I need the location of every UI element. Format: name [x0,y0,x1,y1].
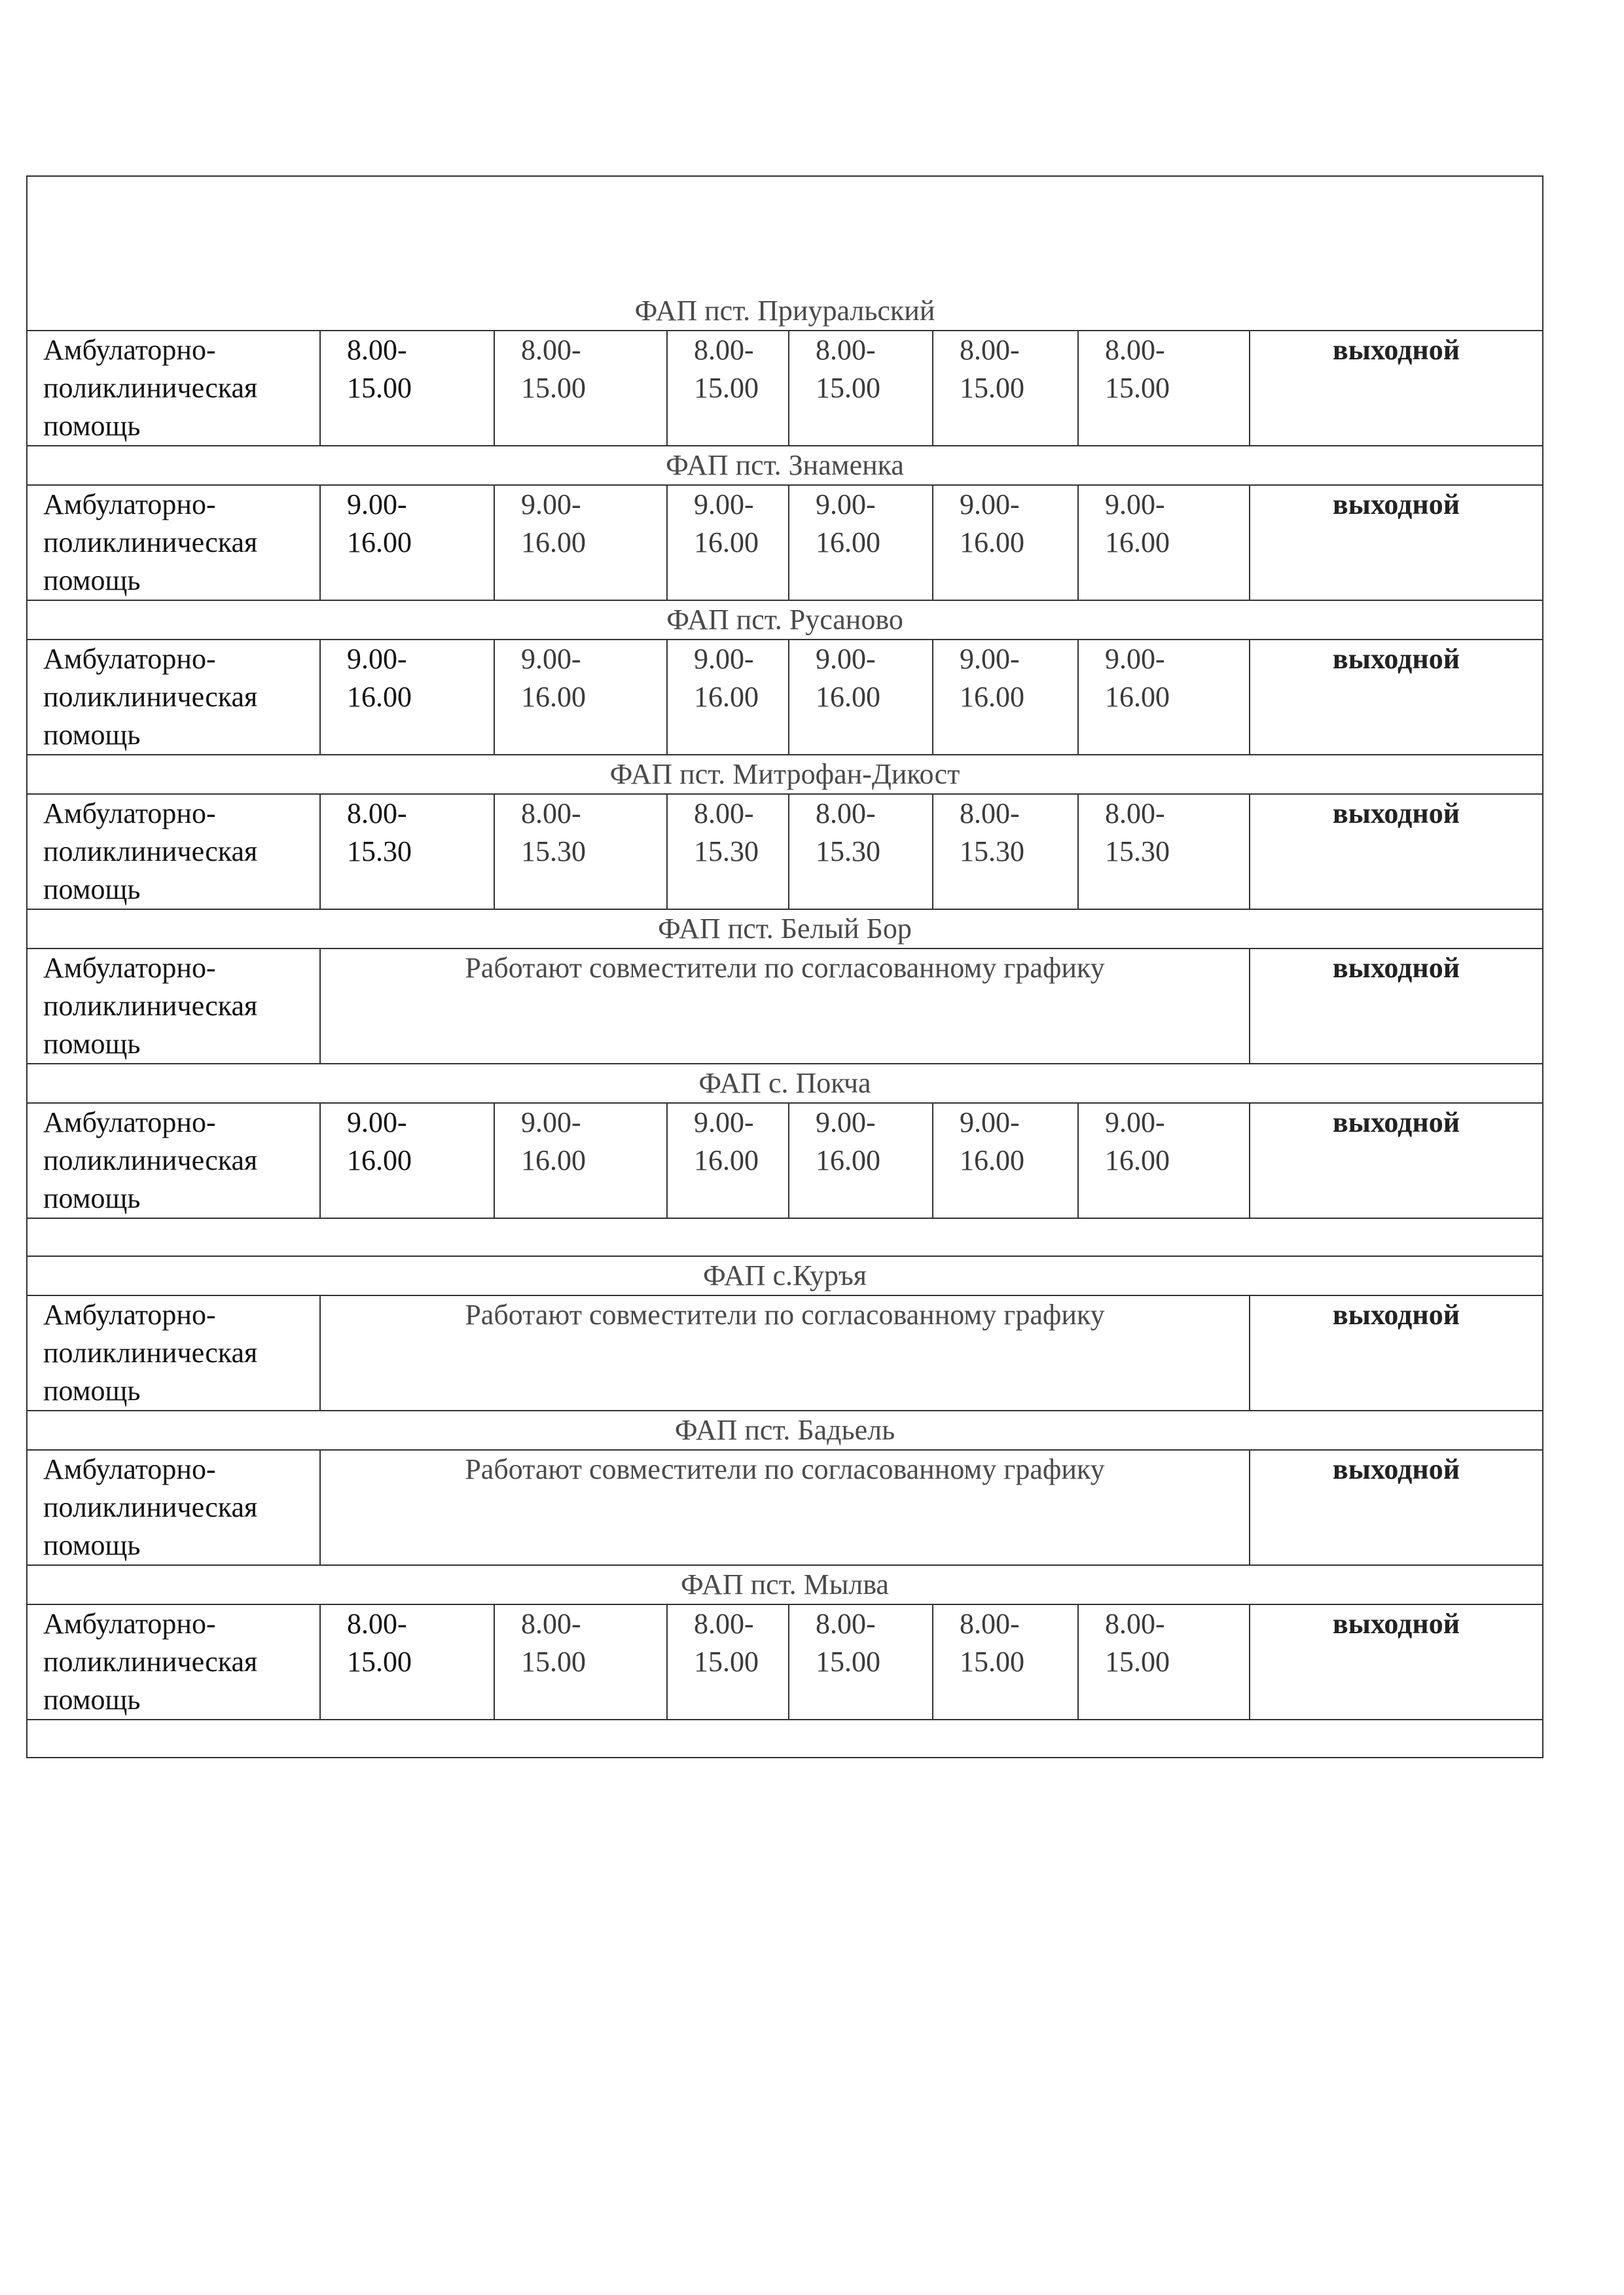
text-line: 9.00- [521,643,581,675]
text-line: 16.00 [1105,1144,1170,1176]
text-line: 16.00 [1105,681,1170,713]
text-line: 8.00- [960,797,1020,829]
facility-heading-row [27,292,1543,331]
schedule-table [26,175,1543,1758]
text-line: 8.00- [521,334,581,366]
text-line: помощь [43,1529,141,1561]
text-line: 9.00- [816,1106,876,1138]
work-hours-cell [1078,640,1250,755]
text-line: 15.00 [816,372,880,404]
work-hours-cell [933,640,1078,755]
text-line: 8.00- [816,334,876,366]
service-name-cell [27,640,320,755]
work-hours-cell [1078,794,1250,909]
text-line: 15.30 [347,835,412,867]
work-hours-cell [667,1604,789,1720]
text-line: помощь [43,873,141,905]
text-line: Амбулаторно- [43,952,216,984]
work-hours-cell [320,331,494,446]
facility-name: ФАП пст. Приуральский [27,292,1543,331]
work-hours-cell [494,1103,667,1218]
work-hours-cell [789,640,933,755]
work-hours-cell [933,485,1078,600]
text-line: 8.00- [347,797,407,829]
text-line: 16.00 [347,1144,412,1176]
service-row [27,1604,1543,1720]
text-line: 9.00- [1105,1106,1165,1138]
text-line: 9.00- [347,1106,407,1138]
text-line: 9.00- [960,1106,1020,1138]
work-hours-cell [1078,331,1250,446]
text-line: поликлиническая [43,1646,258,1678]
text-line: помощь [43,410,141,442]
service-name-cell [27,1450,320,1565]
text-line: 9.00- [521,488,581,520]
work-hours-cell [494,485,667,600]
work-hours-cell [1078,485,1250,600]
top-spacer-cell [27,176,1543,292]
work-hours-cell [667,331,789,446]
shared-schedule-cell: Работают совместители по согласованному графику [320,949,1250,1064]
work-hours-cell [933,794,1078,909]
text-line: помощь [43,1028,141,1060]
text-line: 16.00 [960,1144,1024,1176]
text-line: 8.00- [816,1608,876,1640]
work-hours-cell [789,1604,933,1720]
text-line: Амбулаторно- [43,488,216,520]
facility-name: ФАП с.Куръя [27,1256,1543,1295]
text-line: 16.00 [521,681,586,713]
work-hours-cell [789,331,933,446]
day-off-cell: выходной [1250,640,1543,755]
text-line: Амбулаторно- [43,1608,216,1640]
day-off-cell: выходной [1250,949,1543,1064]
facility-heading-row [27,1256,1543,1295]
service-row [27,794,1543,909]
facility-name: ФАП пст. Мылва [27,1565,1543,1604]
text-line: 15.00 [1105,1646,1170,1678]
work-hours-cell [667,1103,789,1218]
text-line: помощь [43,564,141,596]
text-line: Амбулаторно- [43,643,216,675]
service-name-cell [27,1103,320,1218]
text-line: помощь [43,1182,141,1214]
work-hours-cell [1078,1103,1250,1218]
blank-cell [27,1218,1543,1256]
text-line: Амбулаторно- [43,797,216,829]
text-line: Амбулаторно- [43,1299,216,1331]
text-line: 15.00 [694,1646,759,1678]
facility-name: ФАП пст. Знаменка [27,446,1543,485]
text-line: 9.00- [694,1106,754,1138]
top-spacer-row [27,176,1543,292]
shared-schedule-cell: Работают совместители по согласованному графику [320,1295,1250,1411]
text-line: 15.00 [1105,372,1170,404]
facility-name: ФАП пст. Русаново [27,600,1543,640]
text-line: 15.00 [960,1646,1024,1678]
service-name-cell [27,949,320,1064]
text-line: помощь [43,719,141,751]
text-line: 8.00- [521,1608,581,1640]
text-line: 8.00- [694,797,754,829]
text-line: 8.00- [1105,334,1165,366]
work-hours-cell [789,485,933,600]
day-off-cell: выходной [1250,1103,1543,1218]
text-line: 15.00 [521,1646,586,1678]
blank-cell [27,1720,1543,1758]
text-line: поликлиническая [43,1491,258,1523]
facility-heading-row [27,1411,1543,1450]
work-hours-cell [667,485,789,600]
text-line: 16.00 [816,526,880,558]
text-line: поликлиническая [43,681,258,713]
work-hours-cell [494,640,667,755]
text-line: 15.00 [816,1646,880,1678]
text-line: 15.00 [347,1646,412,1678]
text-line: помощь [43,1375,141,1407]
text-line: 9.00- [960,643,1020,675]
text-line: 16.00 [960,681,1024,713]
work-hours-cell [1078,1604,1250,1720]
blank-row [27,1720,1543,1758]
day-off-cell: выходной [1250,1295,1543,1411]
text-line: 15.30 [521,835,586,867]
text-line: помощь [43,1684,141,1716]
text-line: Амбулаторно- [43,334,216,366]
text-line: 16.00 [521,1144,586,1176]
service-row [27,331,1543,446]
work-hours-cell [320,1103,494,1218]
text-line: 9.00- [347,643,407,675]
text-line: 8.00- [816,797,876,829]
text-line: 9.00- [347,488,407,520]
facility-heading-row [27,1064,1543,1103]
service-name-cell [27,1604,320,1720]
work-hours-cell [933,331,1078,446]
text-line: 9.00- [521,1106,581,1138]
text-line: 8.00- [521,797,581,829]
work-hours-cell [933,1604,1078,1720]
service-row [27,949,1543,1064]
facility-name: ФАП пст. Бадьель [27,1411,1543,1450]
text-line: 16.00 [816,1144,880,1176]
text-line: 15.00 [521,372,586,404]
work-hours-cell [667,794,789,909]
text-line: 16.00 [816,681,880,713]
day-off-cell: выходной [1250,331,1543,446]
text-line: 16.00 [694,681,759,713]
service-row [27,485,1543,600]
facility-heading-row [27,909,1543,949]
day-off-cell: выходной [1250,1450,1543,1565]
text-line: поликлиническая [43,1337,258,1369]
text-line: 16.00 [521,526,586,558]
text-line: 9.00- [1105,643,1165,675]
text-line: 8.00- [1105,797,1165,829]
text-line: 15.30 [1105,835,1170,867]
text-line: 15.30 [960,835,1024,867]
text-line: 15.00 [960,372,1024,404]
service-name-cell [27,331,320,446]
text-line: 8.00- [960,1608,1020,1640]
text-line: 16.00 [694,1144,759,1176]
work-hours-cell [933,1103,1078,1218]
work-hours-cell [494,1604,667,1720]
text-line: 9.00- [960,488,1020,520]
text-line: 8.00- [694,334,754,366]
text-line: 15.30 [694,835,759,867]
text-line: 16.00 [347,681,412,713]
facility-name: ФАП пст. Митрофан-Дикост [27,755,1543,794]
text-line: 8.00- [347,334,407,366]
service-row [27,1295,1543,1411]
text-line: 15.30 [816,835,880,867]
text-line: поликлиническая [43,990,258,1022]
service-name-cell [27,485,320,600]
facility-name: ФАП пст. Белый Бор [27,909,1543,949]
facility-name: ФАП с. Покча [27,1064,1543,1103]
text-line: поликлиническая [43,372,258,404]
text-line: 9.00- [816,488,876,520]
day-off-cell: выходной [1250,794,1543,909]
text-line: 15.00 [694,372,759,404]
text-line: 9.00- [816,643,876,675]
work-hours-cell [667,640,789,755]
work-hours-cell [320,794,494,909]
work-hours-cell [789,794,933,909]
work-hours-cell [320,1604,494,1720]
work-hours-cell [789,1103,933,1218]
blank-row [27,1218,1543,1256]
text-line: 15.00 [347,372,412,404]
work-hours-cell [494,331,667,446]
service-row [27,1450,1543,1565]
facility-heading-row [27,1565,1543,1604]
work-hours-cell [320,640,494,755]
text-line: 9.00- [1105,488,1165,520]
service-row [27,1103,1543,1218]
text-line: 8.00- [694,1608,754,1640]
day-off-cell: выходной [1250,1604,1543,1720]
text-line: 8.00- [347,1608,407,1640]
text-line: 16.00 [694,526,759,558]
facility-heading-row [27,600,1543,640]
text-line: 9.00- [694,643,754,675]
service-name-cell [27,1295,320,1411]
text-line: 8.00- [960,334,1020,366]
work-hours-cell [494,794,667,909]
text-line: поликлиническая [43,1144,258,1176]
text-line: поликлиническая [43,835,258,867]
text-line: 9.00- [694,488,754,520]
facility-heading-row [27,446,1543,485]
shared-schedule-cell: Работают совместители по согласованному графику [320,1450,1250,1565]
text-line: 16.00 [347,526,412,558]
text-line: Амбулаторно- [43,1106,216,1138]
text-line: 16.00 [960,526,1024,558]
text-line: поликлиническая [43,526,258,558]
text-line: 16.00 [1105,526,1170,558]
service-name-cell [27,794,320,909]
work-hours-cell [320,485,494,600]
text-line: 8.00- [1105,1608,1165,1640]
text-line: Амбулаторно- [43,1453,216,1485]
day-off-cell: выходной [1250,485,1543,600]
facility-heading-row [27,755,1543,794]
service-row [27,640,1543,755]
